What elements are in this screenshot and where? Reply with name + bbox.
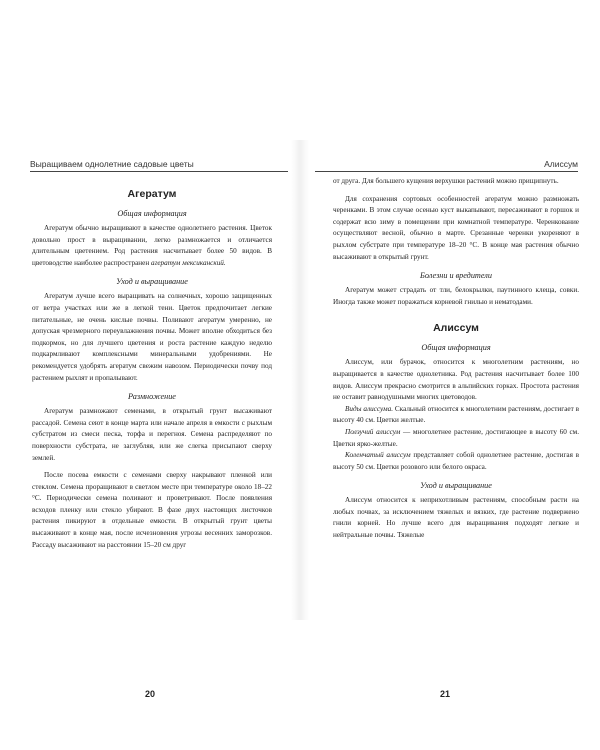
creeping-text: — многолетнее растение, достигающее в высоту 60 см. Цветки ярко-желтые. [333, 427, 580, 448]
species-text: Скальный относится к многолетним растениям, достигает в высоту 40 см. Цветки желтые. [333, 404, 579, 425]
heading-general-info: Общая информация [117, 209, 187, 218]
right-page-content [333, 176, 579, 542]
paragraph-diseases: Агератум может страдать от тли, белокрылки, паутинного клеща, совки. Иногда также может поражаться корневой гнилью и нематодами. [333, 286, 579, 306]
paragraph-alyssum-care: Алиссум относится к неприхотливым растениям, способным расти на любых почвах, за исключением тяжелых и вязких, где растение подвержено гнили корней. Но лучше всего для выращивания подходят легкие и нейтральные почвы. Тяжелые [333, 496, 579, 540]
paragraph-kolenchaty-alyssum [333, 450, 579, 473]
paragraph-propagation-2: После посева емкости с семенами сверху накрывают пленкой или стеклом. Семена проращивают в светлом месте при температуре около 18–22 °С. Периодически семена поливают и проветривают. После появления всходов пленку или стекло убирают. В фазе двух настоящих листочков растения пикируют в отдельные емкости. В открытый грунт цветы высаживают в конце мая, после исчезновения угрозы весенних заморозков. Рассаду высаживают на расстоянии 15–20 см друг [32, 471, 272, 549]
paragraph-continuation: от друга. Для большего кущения верхушки растений можно прищипнуть. [333, 177, 559, 185]
heading-diseases: Болезни и вредители [420, 271, 492, 281]
heading-propagation: Размножение [128, 392, 176, 402]
running-head-right: Алиссум [544, 159, 578, 169]
general-text-italic: агератум мексиканский. [150, 258, 226, 267]
species-label: Виды алиссума. [345, 404, 394, 413]
paragraph-propagation-1: Агератум размножают семенами, в открытый грунт высаживают рассадой. Семена сеют в конце марта или начале апреля в емкости с рыхлым субстратом из смеси песка, торфа и перегноя. Семена распределяют по поверхности субстрата, не заглубляя, или же слегка присыпают сверху землей. [32, 407, 272, 462]
page-number-left: 20 [145, 689, 156, 699]
paragraph-creeping-alyssum [333, 427, 579, 450]
paragraph-cuttings: Для сохранения сортовых особенностей агератум можно размножать черенками. В этом случае осенью куст выкапывают, пересаживают в горшок и содержат всю зиму в помещении при комнатной температуре. Черенкование осуществляют весной, обычно в марте. Срезанные черенки укореняют в рыхлом субстрате при температуре 18–20 °С. В конце мая растения обычно высаживают в открытый грунт. [333, 194, 579, 261]
chapter-title-ageratum: Агератум [127, 188, 177, 200]
page-number-right: 21 [440, 689, 451, 699]
kolenchaty-label: Коленчатый алиссум [345, 451, 411, 460]
creeping-label: Ползучий алиссум [345, 427, 401, 436]
kolenchaty-text: представляет собой однолетнее растение, достигая в высоту 50 см. Цветки розового или белого окраса. [333, 451, 579, 471]
right-page [307, 0, 600, 750]
chapter-title-alyssum: Алиссум [433, 322, 479, 335]
paragraph-care: Агератум лучше всего выращивать на солнечных, хорошо защищенных от ветра участках или же в легкой тени. Цветок предпочитает легкие питательные, не очень кислые почвы. Поливают агератум умеренно, не допуская чрезмерного переувлажнения почвы. Может вполне обходиться без подкормок, но для лучшего цветения и роста растение каждую неделю подкармливают комплексными минеральными удобрениями. Не рекомендуется удобрять агератум свежим навозом. Периодически почву под растением рыхлят и пропалывают. [32, 292, 272, 382]
left-page-content [32, 176, 272, 551]
header-rule-right [315, 171, 578, 172]
header-rule-left [30, 171, 288, 172]
heading-care: Уход и выращивание [116, 277, 188, 287]
paragraph-alyssum-general: Алиссум, или бурачок, относится к многолетним растениям, но выращивается в качестве однолетника. Род растения насчитывает более 100 видов. Алиссум прекрасно смотрится в альпийских горках. Простота растения не оставит равнодушными многих цветоводов. [333, 358, 579, 402]
paragraph-species [333, 404, 579, 427]
general-text: Агератум обычно выращивают в качестве однолетнего растения. Цветок довольно прост в выращивании, легко размножается и отличается длительным цветением. Род растения насчитывает более 50 видов. В цветоводстве наиболее распространен [32, 224, 272, 267]
left-page [0, 0, 293, 750]
running-head-left: Выращиваем однолетние садовые цветы [30, 159, 194, 169]
heading-alyssum-general: Общая информация [421, 343, 491, 353]
paragraph-general-info [32, 223, 272, 269]
heading-alyssum-care: Уход и выращивание [420, 481, 492, 491]
